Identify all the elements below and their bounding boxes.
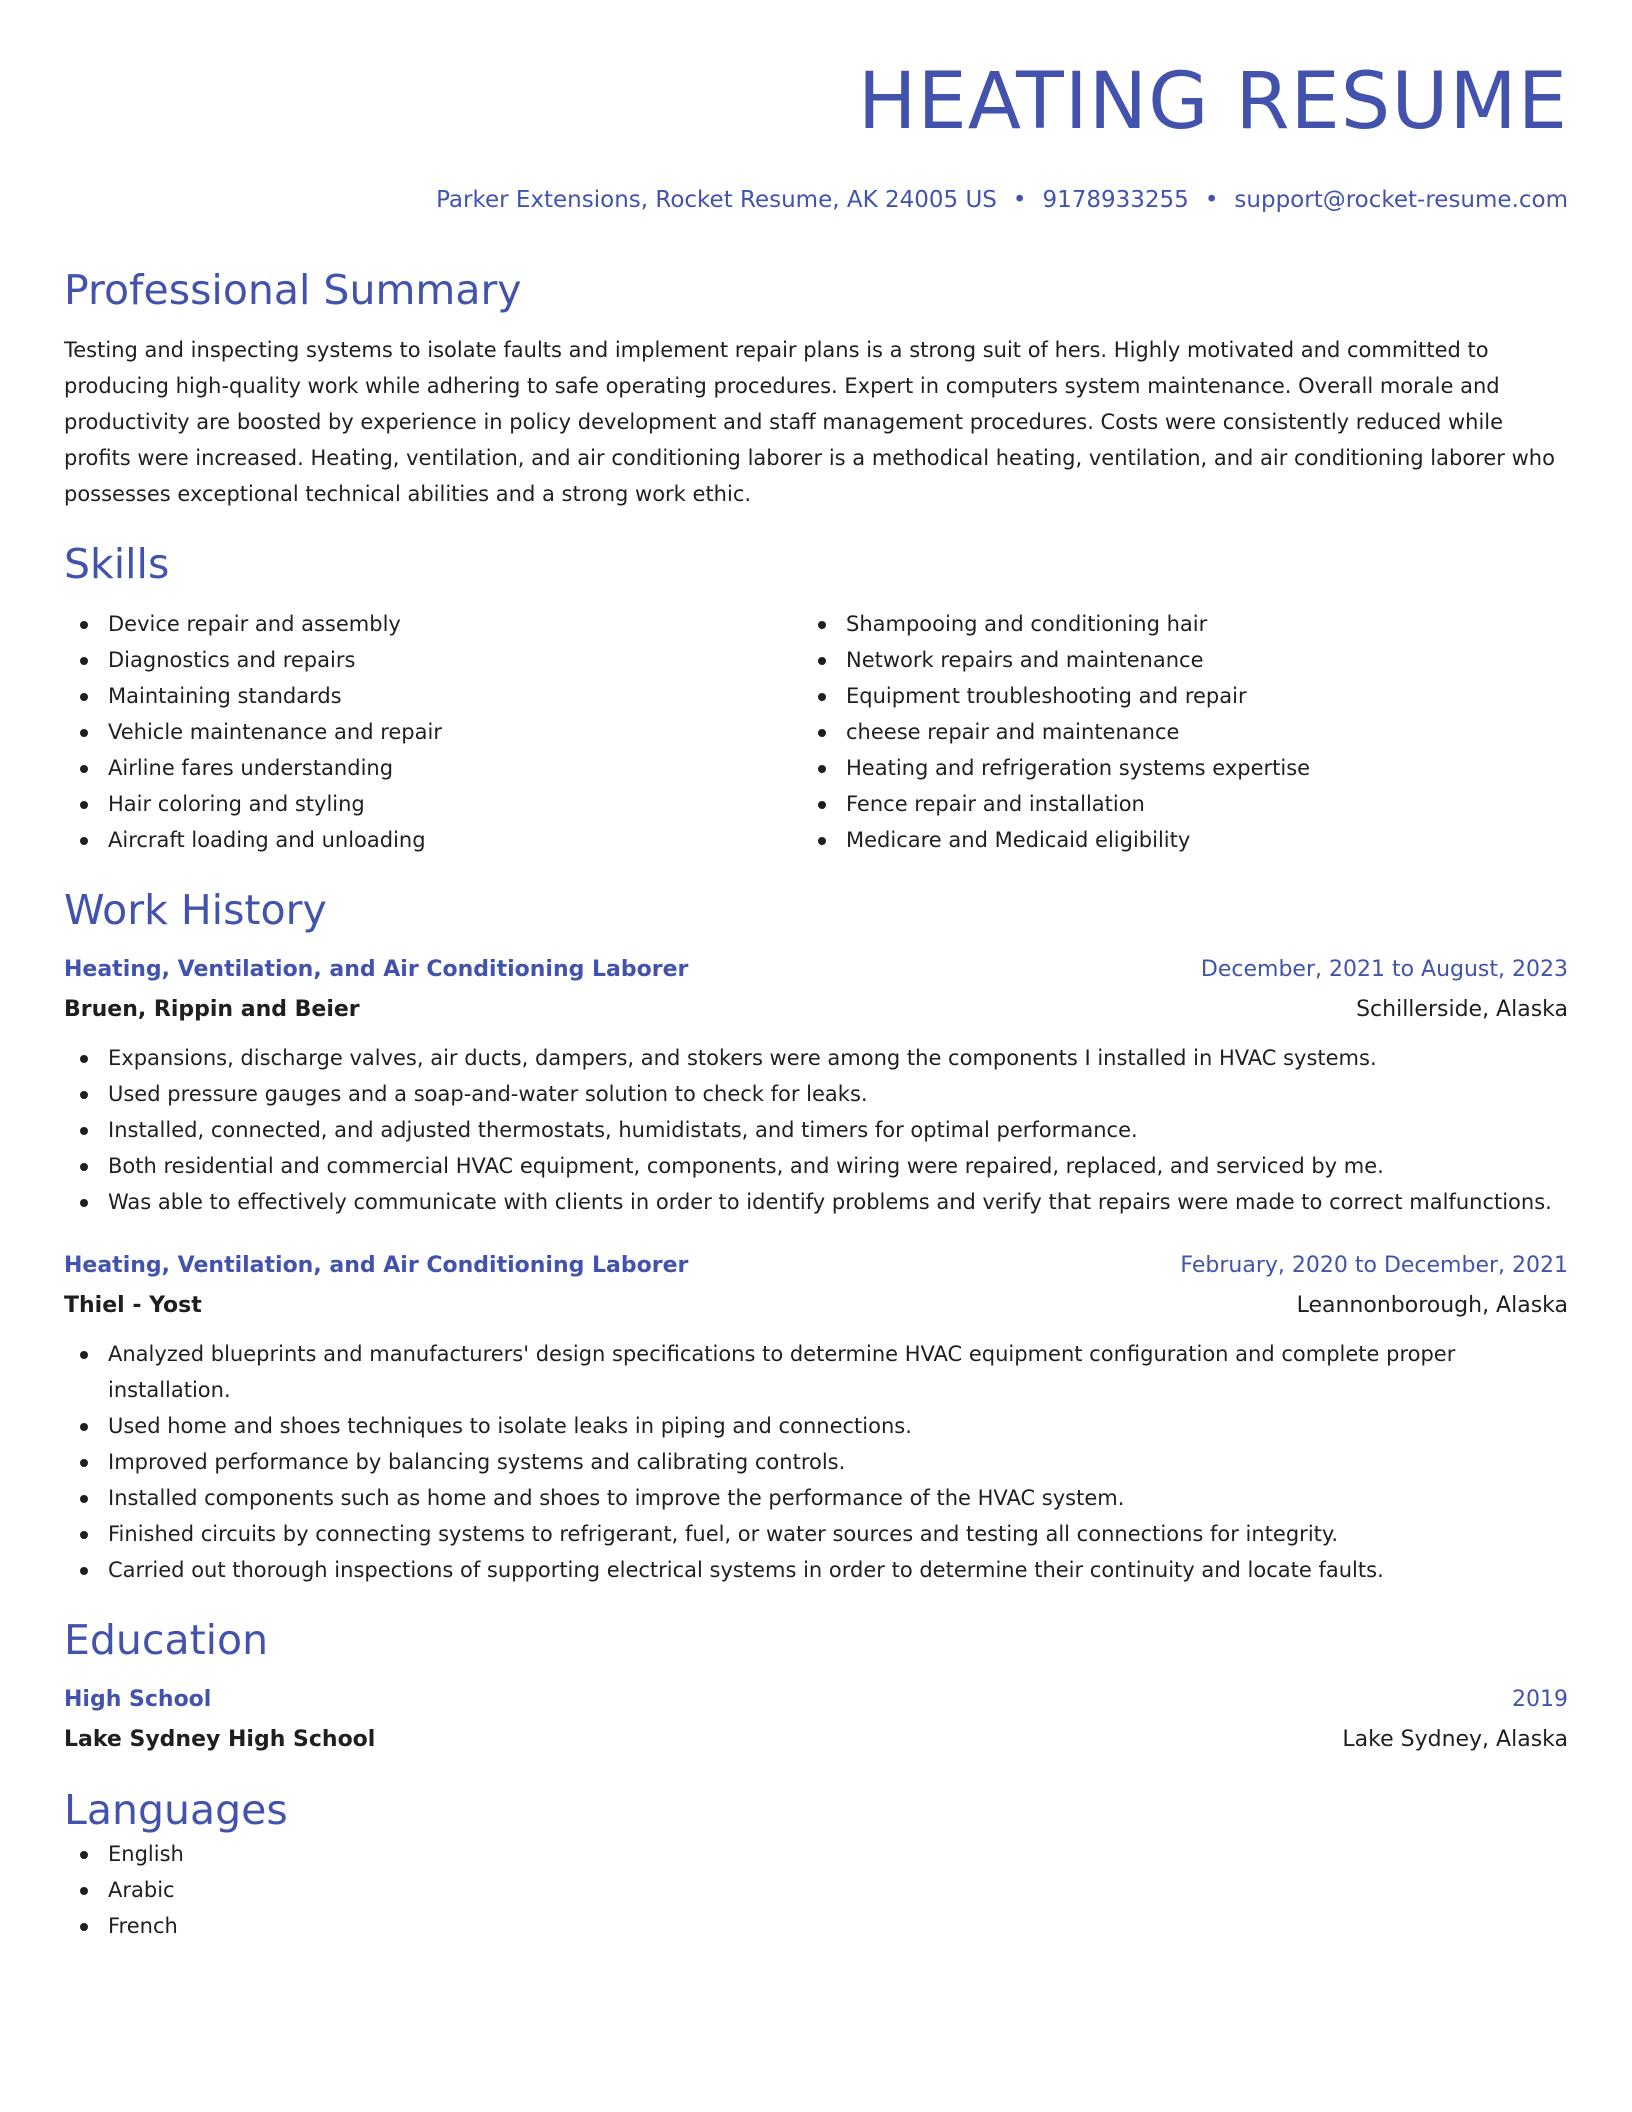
contact-separator: • xyxy=(1012,187,1027,213)
education-school: Lake Sydney High School xyxy=(64,1727,376,1752)
resume-header xyxy=(64,52,1568,218)
contact-phone: 9178933255 xyxy=(1042,187,1189,213)
contact-email: support@rocket-resume.com xyxy=(1234,187,1568,213)
education-heading: Education xyxy=(64,1616,269,1664)
skill-item: cheese repair and maintenance xyxy=(802,714,1540,750)
job-bullet: Installed components such as home and shoes to improve the performance of the HVAC system. xyxy=(64,1480,1568,1516)
education-year: 2019 xyxy=(1512,1687,1568,1712)
education-location: Lake Sydney, Alaska xyxy=(1342,1727,1568,1752)
language-item: Arabic xyxy=(64,1872,1568,1908)
candidate-name: HEATING RESUME xyxy=(857,57,1568,147)
job-dates: December, 2021 to August, 2023 xyxy=(1200,957,1568,982)
skills-grid xyxy=(64,606,1568,858)
contact-line xyxy=(64,182,1568,218)
skill-item: Maintaining standards xyxy=(64,678,802,714)
job-location: Schillerside, Alaska xyxy=(1356,997,1568,1022)
skill-item: Medicare and Medicaid eligibility xyxy=(802,822,1540,858)
work-history-heading: Work History xyxy=(64,886,327,934)
education-entry xyxy=(64,1682,1568,1758)
skill-item: Fence repair and installation xyxy=(802,786,1540,822)
skill-item: Device repair and assembly xyxy=(64,606,802,642)
job-bullet: Used home and shoes techniques to isolate leaks in piping and connections. xyxy=(64,1408,1568,1444)
job-bullet: Installed, connected, and adjusted thermostats, humidistats, and timers for optimal performance. xyxy=(64,1112,1568,1148)
skills-section xyxy=(64,538,1568,858)
job-dates: February, 2020 to December, 2021 xyxy=(1180,1253,1568,1278)
job-title: Heating, Ventilation, and Air Conditioning Laborer xyxy=(64,1253,689,1278)
education-degree: High School xyxy=(64,1687,212,1712)
language-item: English xyxy=(64,1836,1568,1872)
job-bullet: Expansions, discharge valves, air ducts, dampers, and stokers were among the components I installed in HVAC systems. xyxy=(64,1040,1568,1076)
skill-item: Aircraft loading and unloading xyxy=(64,822,802,858)
job-bullets xyxy=(64,1336,1568,1588)
contact-address: Parker Extensions, Rocket Resume, AK 24005 US xyxy=(436,187,997,213)
job-entry xyxy=(64,952,1568,1220)
skill-item: Airline fares understanding xyxy=(64,750,802,786)
skill-item: Diagnostics and repairs xyxy=(64,642,802,678)
skill-item: Shampooing and conditioning hair xyxy=(802,606,1540,642)
work-history-section xyxy=(64,884,1568,1588)
job-title: Heating, Ventilation, and Air Conditioning Laborer xyxy=(64,957,689,982)
summary-text: Testing and inspecting systems to isolate faults and implement repair plans is a strong suit of hers. Highly motivated and committed to producing high-quality work while adhering to safe operating procedures. Expert in computers system maintenance. Overall morale and productivity are boosted by experience in policy development and staff management procedures. Costs were consistently reduced while profits were increased. Heating, ventilation, and air conditioning laborer is a methodical heating, ventilation, and air conditioning laborer who possesses exceptional technical abilities and a strong work ethic. xyxy=(64,338,1555,506)
job-company: Thiel - Yost xyxy=(64,1293,202,1318)
job-bullet: Used pressure gauges and a soap-and-water solution to check for leaks. xyxy=(64,1076,1568,1112)
job-bullet: Finished circuits by connecting systems to refrigerant, fuel, or water sources and testing all connections for integrity. xyxy=(64,1516,1568,1552)
skill-item: Equipment troubleshooting and repair xyxy=(802,678,1540,714)
skill-item: Heating and refrigeration systems expertise xyxy=(802,750,1540,786)
job-bullet: Both residential and commercial HVAC equipment, components, and wiring were repaired, replaced, and serviced by me. xyxy=(64,1148,1568,1184)
contact-separator: • xyxy=(1204,187,1219,213)
summary-heading: Professional Summary xyxy=(64,266,522,314)
job-company: Bruen, Rippin and Beier xyxy=(64,997,360,1022)
job-bullet: Was able to effectively communicate with clients in order to identify problems and verify that repairs were made to correct malfunctions. xyxy=(64,1184,1568,1220)
skill-item: Network repairs and maintenance xyxy=(802,642,1540,678)
language-item: French xyxy=(64,1908,1568,1944)
languages-section xyxy=(64,1784,1568,1944)
job-bullets xyxy=(64,1040,1568,1220)
skills-list-left xyxy=(64,606,802,858)
job-bullet: Improved performance by balancing systems and calibrating controls. xyxy=(64,1444,1568,1480)
skills-list-right xyxy=(802,606,1540,858)
skill-item: Hair coloring and styling xyxy=(64,786,802,822)
summary-section xyxy=(64,264,1568,512)
job-location: Leannonborough, Alaska xyxy=(1296,1293,1568,1318)
job-bullet: Analyzed blueprints and manufacturers' design specifications to determine HVAC equipment configuration and complete proper installation. xyxy=(64,1336,1568,1408)
languages-list xyxy=(64,1836,1568,1944)
skills-heading: Skills xyxy=(64,540,170,588)
job-bullet: Carried out thorough inspections of supporting electrical systems in order to determine their continuity and locate faults. xyxy=(64,1552,1568,1588)
languages-heading: Languages xyxy=(64,1786,288,1834)
job-entry xyxy=(64,1248,1568,1588)
skill-item: Vehicle maintenance and repair xyxy=(64,714,802,750)
education-section xyxy=(64,1614,1568,1758)
